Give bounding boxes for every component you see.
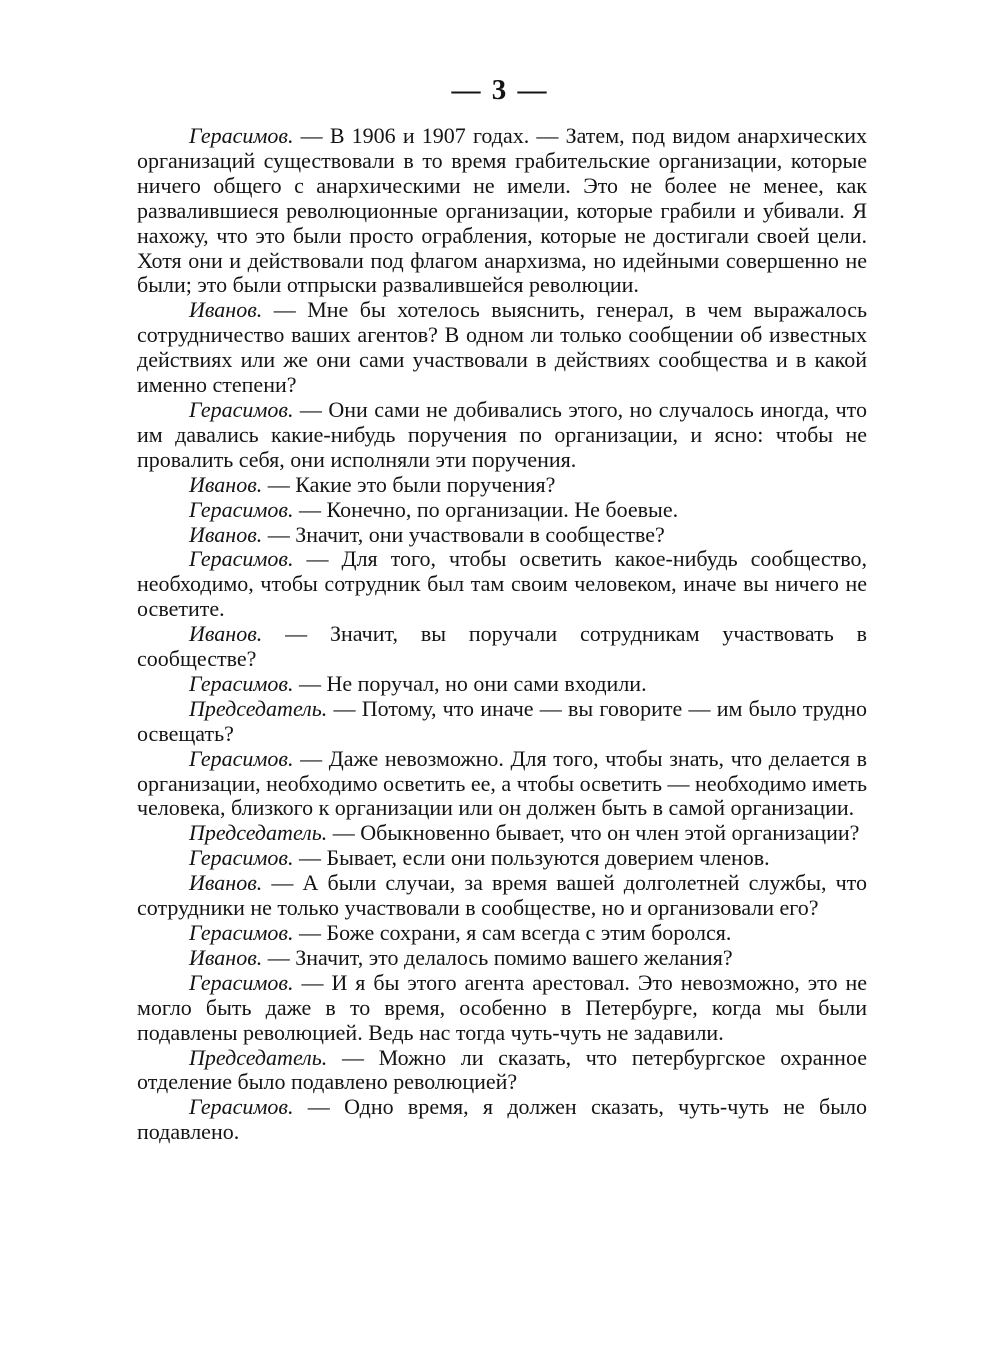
transcript-body: [137, 124, 867, 1145]
speaker-name: Герасимов.: [189, 670, 294, 696]
paragraph: [137, 871, 867, 921]
speaker-name: Герасимов.: [189, 546, 294, 572]
speaker-name: Иванов.: [189, 621, 263, 647]
speaker-name: Иванов.: [189, 297, 263, 323]
speech-text: — Мне бы хотелось выяснить, генерал, в чем выражалось сотрудничество ваших агентов? В одном ли только сообщении об известных действиях или же они сами участвовали в действиях сообщества и в какой именно степени?: [137, 297, 867, 398]
speech-text: — Они сами не добивались этого, но случалось иногда, что им давались какие-нибудь поручения по организации, и ясно: чтобы не провалить себя, они исполняли эти поручения.: [137, 396, 867, 472]
speaker-name: Герасимов.: [189, 920, 294, 945]
speaker-name: Герасимов.: [189, 845, 294, 871]
speaker-name: Герасимов.: [189, 396, 294, 422]
speech-text: — Даже невозможно. Для того, чтобы знать, что делается в организации, необходимо осветить ее, а чтобы осветить — необходимо иметь человека, близкого к организации или он должен быть в самой организации.: [137, 745, 867, 821]
speech-text: — Потому, что иначе — вы говорите — им было трудно освещать?: [137, 695, 867, 746]
paragraph: [137, 921, 867, 946]
speaker-name: Герасимов.: [189, 123, 294, 148]
speaker-name: Иванов.: [189, 521, 263, 547]
paragraph: [137, 398, 867, 473]
speech-text: — Можно ли сказать, что петербургское охранное отделение было подавлено революцией?: [137, 1044, 867, 1095]
paragraph: [137, 298, 867, 398]
speaker-name: Иванов.: [189, 944, 263, 970]
speaker-name: Председатель.: [189, 695, 328, 721]
paragraph: [137, 821, 867, 846]
speaker-name: Герасимов.: [189, 1094, 294, 1120]
paragraph: [137, 1046, 867, 1096]
speech-text: — Значит, они участвовали в сообществе?: [262, 521, 665, 547]
paragraph: [137, 946, 867, 971]
speaker-name: Председатель.: [189, 1044, 328, 1070]
paragraph: [137, 672, 867, 697]
speaker-name: Председатель.: [189, 820, 328, 846]
speaker-name: Герасимов.: [189, 496, 294, 522]
speech-text: — Конечно, по организации. Не боевые.: [293, 496, 679, 522]
paragraph: [137, 1095, 867, 1145]
speech-text: — Одно время, я должен сказать, чуть-чуть не было подавлено.: [137, 1094, 867, 1145]
paragraph: [137, 523, 867, 548]
paragraph: [137, 498, 867, 523]
page-number: — 3 —: [451, 74, 549, 106]
speech-text: — Значит, вы поручали сотрудникам участвовать в сообществе?: [137, 621, 867, 672]
paragraph: [137, 697, 867, 747]
speaker-name: Герасимов.: [189, 969, 294, 995]
speaker-name: Герасимов.: [189, 745, 294, 771]
speech-text: — Бывает, если они пользуются доверием членов.: [293, 845, 770, 871]
speech-text: — Значит, это делалось помимо вашего желания?: [262, 944, 733, 970]
paragraph: [137, 124, 867, 298]
paragraph: [137, 622, 867, 672]
paragraph: [137, 747, 867, 822]
paragraph: [137, 846, 867, 871]
speech-text: — И я бы этого агента арестовал. Это невозможно, это не могло быть даже в то время, особенно в Петербурге, когда мы были подавлены революцией. Ведь нас тогда чуть-чуть не задавили.: [137, 969, 867, 1045]
speech-text: — Боже сохрани, я сам всегда с этим боролся.: [293, 920, 732, 945]
speech-text: — Какие это были поручения?: [262, 471, 556, 497]
speech-text: — В 1906 и 1907 годах. — Затем, под видом анархических организаций существовали в то время грабительские организации, которые ничего общего с анархическими не имели. Это не более не менее, как развалившиеся революционные организации, которые грабили и убивали. Я нахожу, что это были просто ограбления, которые не достигали своей цели. Хотя они и действовали под флагом анархизма, но идейными совершенно не были; это были отпрыски развалившейся революции.: [137, 123, 867, 298]
paragraph: [137, 971, 867, 1046]
speech-text: — Для того, чтобы осветить какое-нибудь сообщество, необходимо, чтобы сотрудник был там своим человеком, иначе вы ничего не осветите.: [137, 546, 867, 622]
speech-text: — Обыкновенно бывает, что он член этой организации?: [327, 820, 860, 846]
speech-text: — А были случаи, за время вашей долголетней службы, что сотрудники не только участвовали в сообществе, но и организовали его?: [137, 870, 867, 921]
speaker-name: Иванов.: [189, 870, 263, 896]
speech-text: — Не поручал, но они сами входили.: [293, 670, 647, 696]
speaker-name: Иванов.: [189, 471, 263, 497]
paragraph: [137, 547, 867, 622]
paragraph: [137, 473, 867, 498]
